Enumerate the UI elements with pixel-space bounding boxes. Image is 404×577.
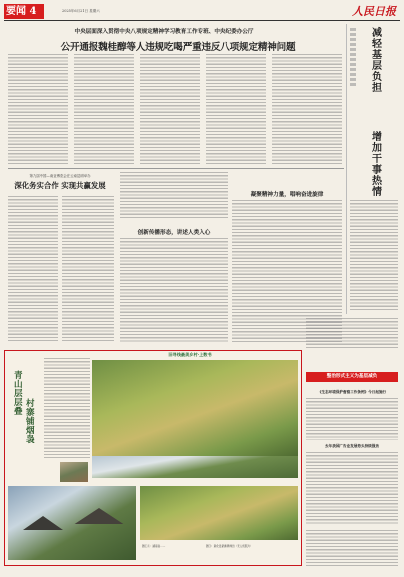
feature-caption-left: 图①②：湖南省…… [142, 545, 166, 548]
right-column-body-2 [306, 398, 398, 440]
feature-title-line1: 青山层层叠 [14, 371, 23, 417]
main-story-body-5 [272, 54, 342, 164]
sidebar-headline-1: 减轻基层负担 [372, 28, 382, 94]
section-label: 要闻 4 [6, 6, 37, 17]
left-story-body-2 [62, 196, 114, 342]
sidebar-eyebrow [350, 28, 356, 88]
masthead-rule [4, 20, 400, 21]
main-story-kicker: 中央层面深入贯彻中央八项规定精神学习教育工作专班、中央纪委办公厅 [74, 29, 254, 35]
center-story-body [120, 238, 228, 342]
main-story-body-1 [8, 54, 68, 164]
left-story-headline: 深化务实合作 实现共赢发展 [14, 181, 106, 190]
feature-thumb-1 [60, 462, 88, 482]
right-column-headline-2: 《生态环境保护督察工作条例》今日起施行 [317, 390, 387, 394]
section-rule [8, 168, 344, 169]
main-story-body-4 [206, 54, 266, 164]
right-column-boxed-headline: 整治形式主义为基层减负 [326, 374, 378, 379]
main-story-headline: 公开通报魏桂醇等人违规吃喝严重违反八项规定精神问题 [60, 42, 296, 53]
feature-title-line2: 村寨铺烟袅 [26, 399, 35, 445]
center-story-headline: 创新传播形态，讲述人类入心 [137, 230, 211, 236]
feature-photo-main [92, 360, 298, 456]
main-story-body-2 [74, 54, 134, 164]
masthead-date: 2025年6月21日 星期六 [62, 9, 100, 13]
masthead-logo: 人民日报 [352, 5, 396, 18]
right-column-footer [306, 530, 398, 566]
feature-photo-strip [92, 456, 298, 478]
sidebar-headline-2: 增加干事热情 [372, 132, 382, 198]
right-story-headline: 凝聚精神力量，唱响奋进旋律 [250, 192, 324, 198]
left-story-body-1 [8, 196, 58, 342]
right-column-headline-3: 去年我国广告业发展势头持续强劲 [325, 444, 379, 448]
sidebar-divider [346, 24, 347, 314]
right-column-body-top [306, 318, 398, 348]
feature-banner: 旧寻线最美乡村·上数书 [168, 352, 212, 357]
feature-intro [44, 358, 90, 458]
feature-photo-terraces [140, 486, 298, 540]
center-story-top [120, 172, 228, 220]
sidebar-body [350, 200, 398, 310]
right-column-body-3 [306, 452, 398, 524]
main-story-body-3 [140, 54, 200, 164]
left-story-kicker: 第九届中国—南亚博览会在云南昆明举办 [29, 174, 91, 178]
feature-caption-right: 图③：新化县紫鹊界梯田（无人机照片） [206, 545, 253, 548]
